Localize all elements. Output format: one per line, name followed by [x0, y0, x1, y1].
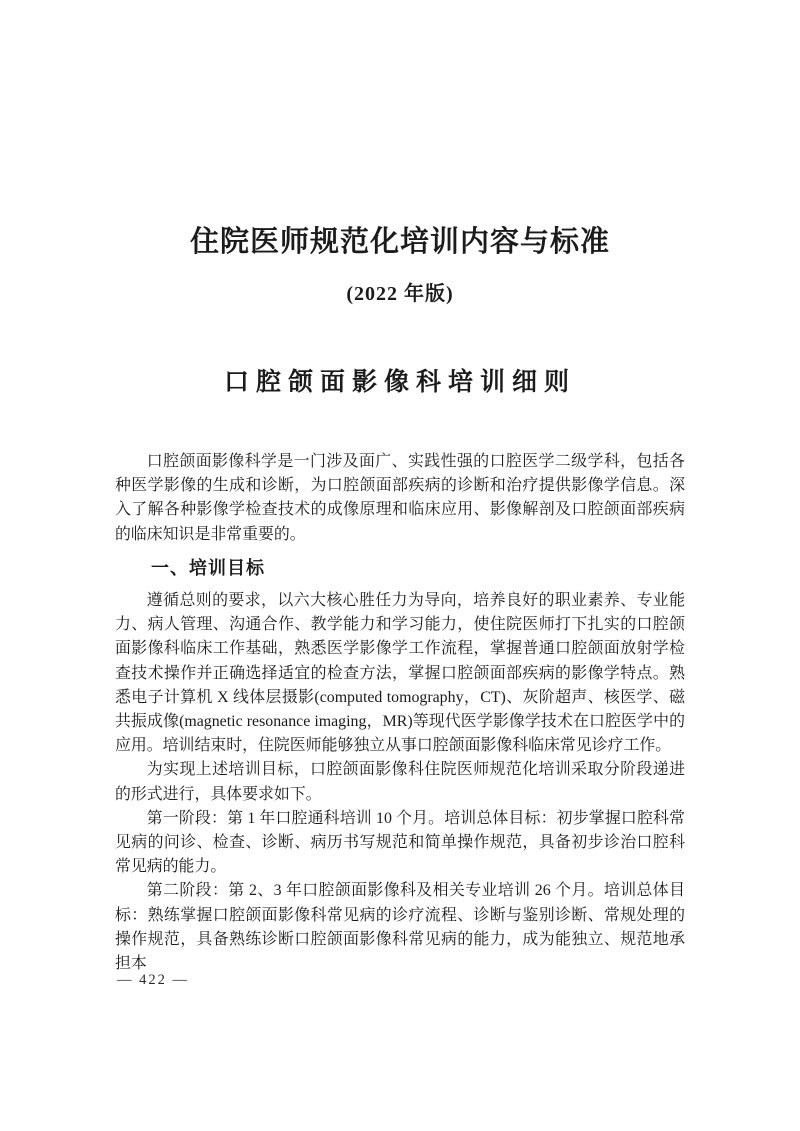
paragraph-staged-training: 为实现上述培训目标，口腔颌面影像科住院医师规范化培训采取分阶段递进的形式进行，具体要求如下。	[115, 761, 685, 803]
body-text	[115, 450, 685, 976]
page-number: — 422 —	[117, 972, 189, 988]
paragraph-stage-one: 第一阶段：第 1 年口腔通科培训 10 个月。培训总体目标：初步掌握口腔科常见病的问诊、检查、诊断、病历书写规范和简单操作规范，具备初步诊治口腔科常见病的能力。	[115, 809, 685, 876]
book-title: 住院医师规范化培训内容与标准	[189, 226, 610, 258]
chapter-title: 口腔颌面影像科培训细则	[223, 368, 576, 396]
document-header	[0, 0, 800, 305]
paragraph-training-overview: 遵循总则的要求，以六大核心胜任力为导向，培养良好的职业素养、专业能力、病人管理、沟通合作、教学能力和学习能力，使住院医师打下扎实的口腔颌面影像科临床工作基础，熟悉医学影像学工作流程，掌握普通口腔颌面放射学检查技术操作并正确选择适宜的检查方法，掌握口腔颌面部疾病的影像学特点。熟悉电子计算机 X 线体层摄影(computed tomography，CT)、灰阶超声、核医学、磁共振成像(magnetic resonance imaging，MR)等现代医学影像学技术在口腔医学中的应用。培训结束时，住院医师能够独立从事口腔颌面影像科临床常见诊疗工作。	[115, 592, 685, 755]
intro-paragraph: 口腔颌面影像科学是一门涉及面广、实践性强的口腔医学二级学科，包括各种医学影像的生成和诊断，为口腔颌面部疾病的诊断和治疗提供影像学信息。深入了解各种影像学检查技术的成像原理和临床应用、影像解剖及口腔颌面部疾病的临床知识是非常重要的。	[115, 453, 685, 543]
page-footer	[117, 972, 189, 989]
edition-label: (2022 年版)	[346, 283, 454, 305]
paragraph-stage-two: 第二阶段：第 2、3 年口腔颌面影像科及相关专业培训 26 个月。培训总体目标：熟练掌握口腔颌面影像科常见病的诊疗流程、诊断与鉴别诊断、常规处理的操作规范，具备熟练诊断口腔颌面影像科常见病的能力，成为能独立、规范地承担本	[115, 882, 685, 973]
section-heading-training-goals: 一、培训目标	[151, 557, 265, 578]
